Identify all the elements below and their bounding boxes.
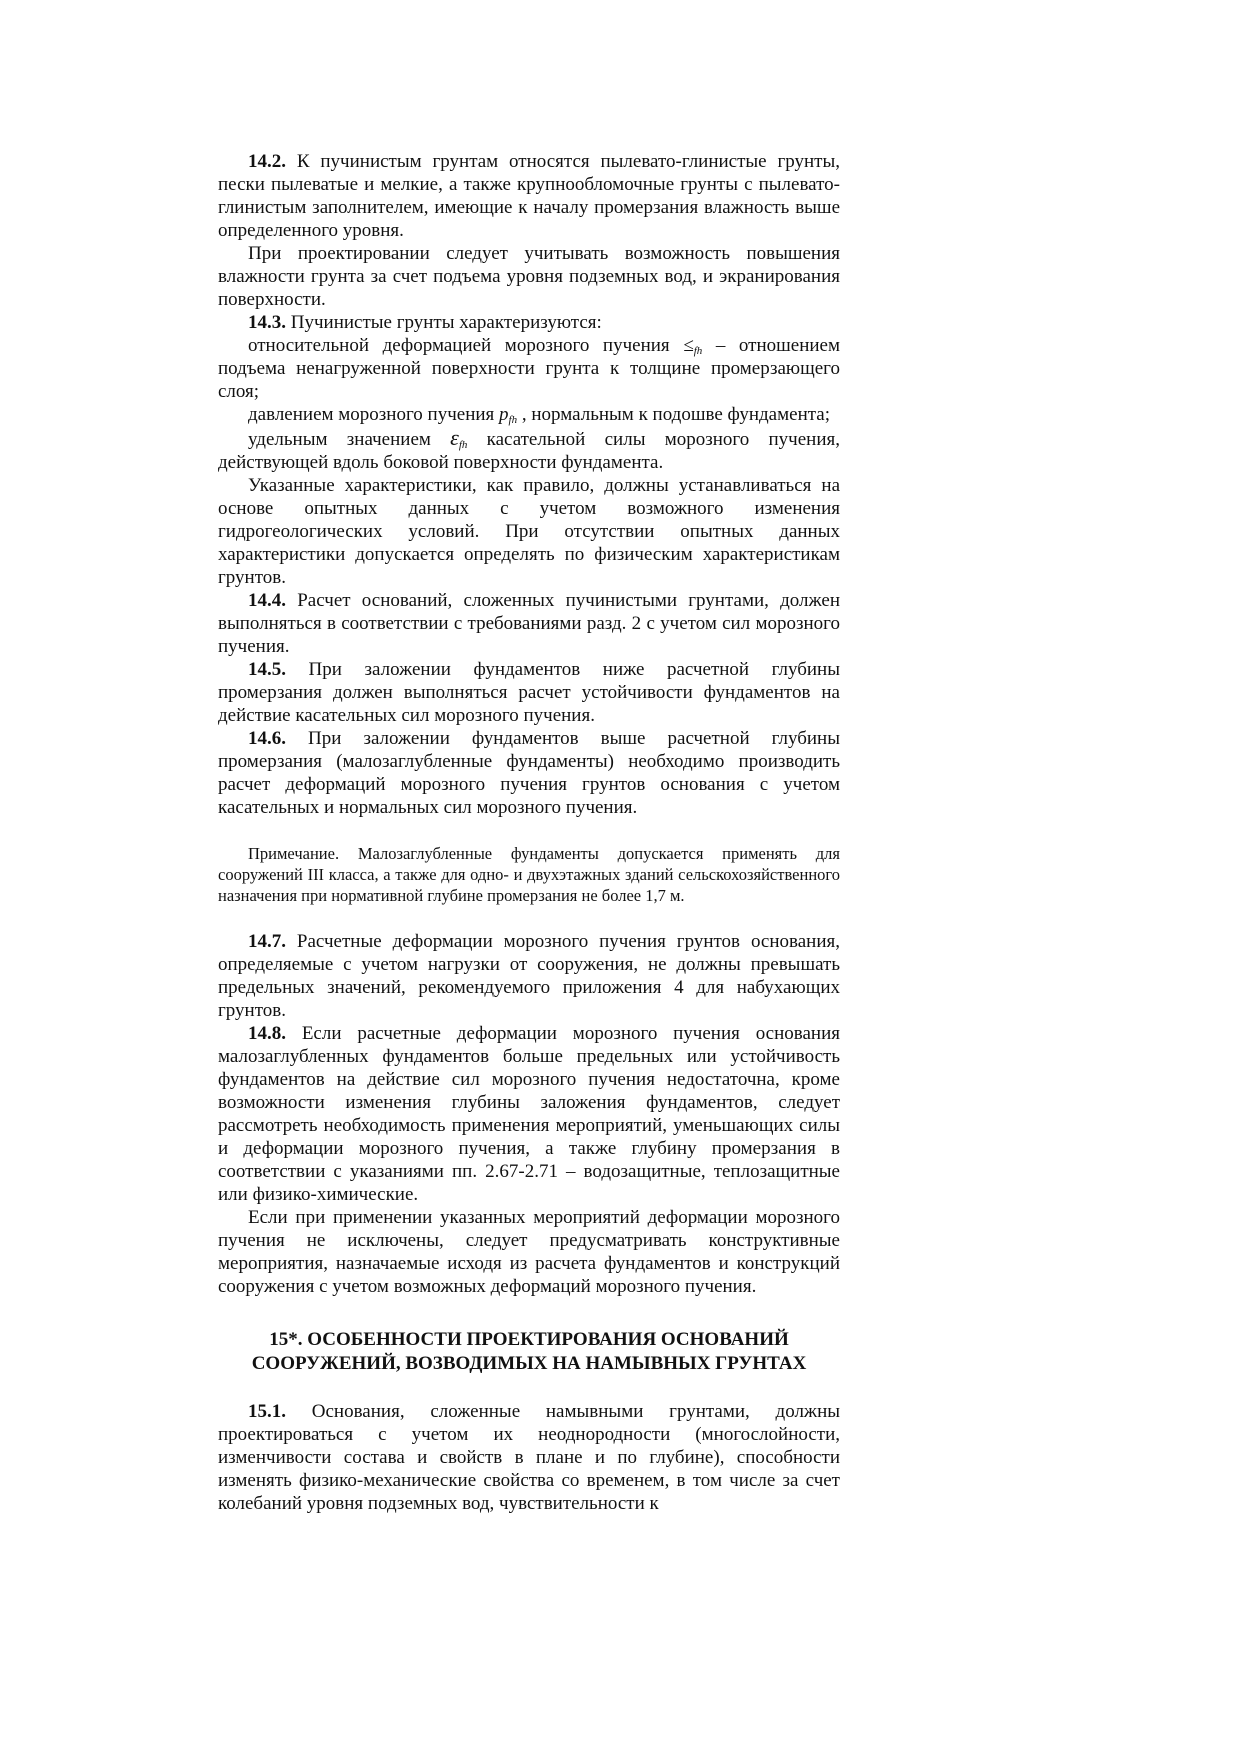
- section-number: 14.3.: [248, 312, 286, 333]
- paragraph-text: При заложении фундаментов выше расчетной глубины промерзания (малозаглубленные фундаменты) необходимо производить расчет деформаций морозного пучения грунтов основания с учетом касательных и нормальных сил морозного пучения.: [218, 728, 840, 818]
- paragraph-14-3: [218, 311, 840, 334]
- paragraph-text: – отношением подъема ненагруженной поверхности грунта к толщине промерзающего слоя;: [218, 335, 841, 402]
- paragraph-text: касательной силы морозного пучения, действующей вдоль боковой поверхности фундамента.: [218, 429, 840, 473]
- paragraph-text: К пучинистым грунтам относятся пылевато-глинистые грунты, пески пылеватые и мелкие, а также крупнообломочные грунты с пылевато-глинистым заполнителем, имеющие к началу промерзания влажность выше определенного уровня.: [218, 151, 840, 241]
- paragraph-14-6: [218, 727, 840, 819]
- paragraph-design-note: При проектировании следует учитывать возможность повышения влажности грунта за счет подъема уровня подземных вод, и экранирования поверхности.: [218, 243, 840, 310]
- characteristic-tangential-force: [218, 426, 840, 474]
- section-number: 14.4.: [248, 590, 286, 611]
- paragraph-text: Расчет оснований, сложенных пучинистыми грунтами, должен выполняться в соответствии с требованиями разд. 2 с учетом сил морозного пучения.: [218, 590, 840, 657]
- heading-line-1: 15*. ОСОБЕННОСТИ ПРОЕКТИРОВАНИЯ ОСНОВАНИЙ: [269, 1329, 789, 1350]
- section-number: 14.8.: [248, 1023, 286, 1044]
- paragraph-indicated-characteristics: Указанные характеристики, как правило, должны устанавливаться на основе опытных данных с учетом возможного изменения гидрогеологических условий. При отсутствии опытных данных характеристики допускается определять по физическим характеристикам грунтов.: [218, 475, 840, 588]
- paragraph-14-2: [218, 150, 840, 242]
- paragraph-text: Пучинистые грунты характеризуются:: [286, 312, 602, 333]
- section-number: 14.2.: [248, 151, 286, 172]
- paragraph-text: относительной деформацией морозного пучения: [248, 335, 684, 356]
- paragraph-14-5: [218, 658, 840, 727]
- paragraph-15-1: [218, 1400, 840, 1515]
- symbol: p: [499, 404, 509, 425]
- section-number: 14.7.: [248, 931, 286, 952]
- section-15-heading: [218, 1328, 840, 1376]
- paragraph-text: Основания, сложенные намывными грунтами, должны проектироваться с учетом их неоднородности (многослойности, изменчивости состава и свойств в плане и по глубине), способности изменять физико-механические свойства со временем, в том числе за счет колебаний уровня подземных вод, чувствительности к: [218, 1401, 840, 1514]
- paragraph-14-8: [218, 1022, 840, 1206]
- symbol-subscript: fh: [508, 414, 518, 426]
- document-page: [218, 150, 840, 1515]
- symbol-subscript: fh: [693, 345, 703, 357]
- note-paragraph: Примечание. Малозаглубленные фундаменты допускается применять для сооружений III класса, а также для одно- и двухэтажных зданий сельскохозяйственного назначения при нормативной глубине промерзания не более 1,7 м.: [218, 844, 840, 905]
- paragraph-text: давлением морозного пучения: [248, 404, 500, 425]
- symbol: ≤: [683, 335, 694, 356]
- symbol-subscript: fh: [458, 439, 468, 451]
- paragraph-if-measures: Если при применении указанных мероприятий деформации морозного пучения не исключены, следует предусматривать конструктивные мероприятия, назначаемые исходя из расчета фундаментов и конструкций сооружения с учетом возможных деформаций морозного пучения.: [218, 1207, 840, 1297]
- paragraph-text: Если расчетные деформации морозного пучения основания малозаглубленных фундаментов больше предельных или устойчивость фундаментов на действие сил морозного пучения недостаточна, кроме возможности изменения глубины заложения фундаментов, следует рассмотреть необходимость применения мероприятий, уменьшающих силы и деформации морозного пучения, а также глубину промерзания в соответствии с указаниями пп. 2.67-2.71 – водозащитные, теплозащитные или физико-химические.: [218, 1023, 840, 1205]
- paragraph-text: При заложении фундаментов ниже расчетной глубины промерзания должен выполняться расчет устойчивости фундаментов на действие касательных сил морозного пучения.: [218, 659, 840, 726]
- section-number: 15.1.: [248, 1401, 286, 1422]
- heading-line-2: СООРУЖЕНИЙ, ВОЗВОДИМЫХ НА НАМЫВНЫХ ГРУНТАХ: [251, 1353, 807, 1374]
- symbol: ε: [450, 425, 459, 450]
- paragraph-text: Расчетные деформации морозного пучения грунтов основания, определяемые с учетом нагрузки от сооружения, не должны превышать предельных значений, рекомендуемого приложения 4 для набухающих грунтов.: [218, 931, 840, 1021]
- characteristic-relative-deformation: [218, 334, 840, 403]
- characteristic-pressure: [218, 403, 840, 426]
- section-number: 14.6.: [248, 728, 286, 749]
- paragraph-text: , нормальным к подошве фундамента;: [517, 404, 830, 425]
- section-number: 14.5.: [248, 659, 286, 680]
- paragraph-text: удельным значением: [248, 429, 451, 450]
- paragraph-14-4: [218, 589, 840, 658]
- paragraph-14-7: [218, 930, 840, 1022]
